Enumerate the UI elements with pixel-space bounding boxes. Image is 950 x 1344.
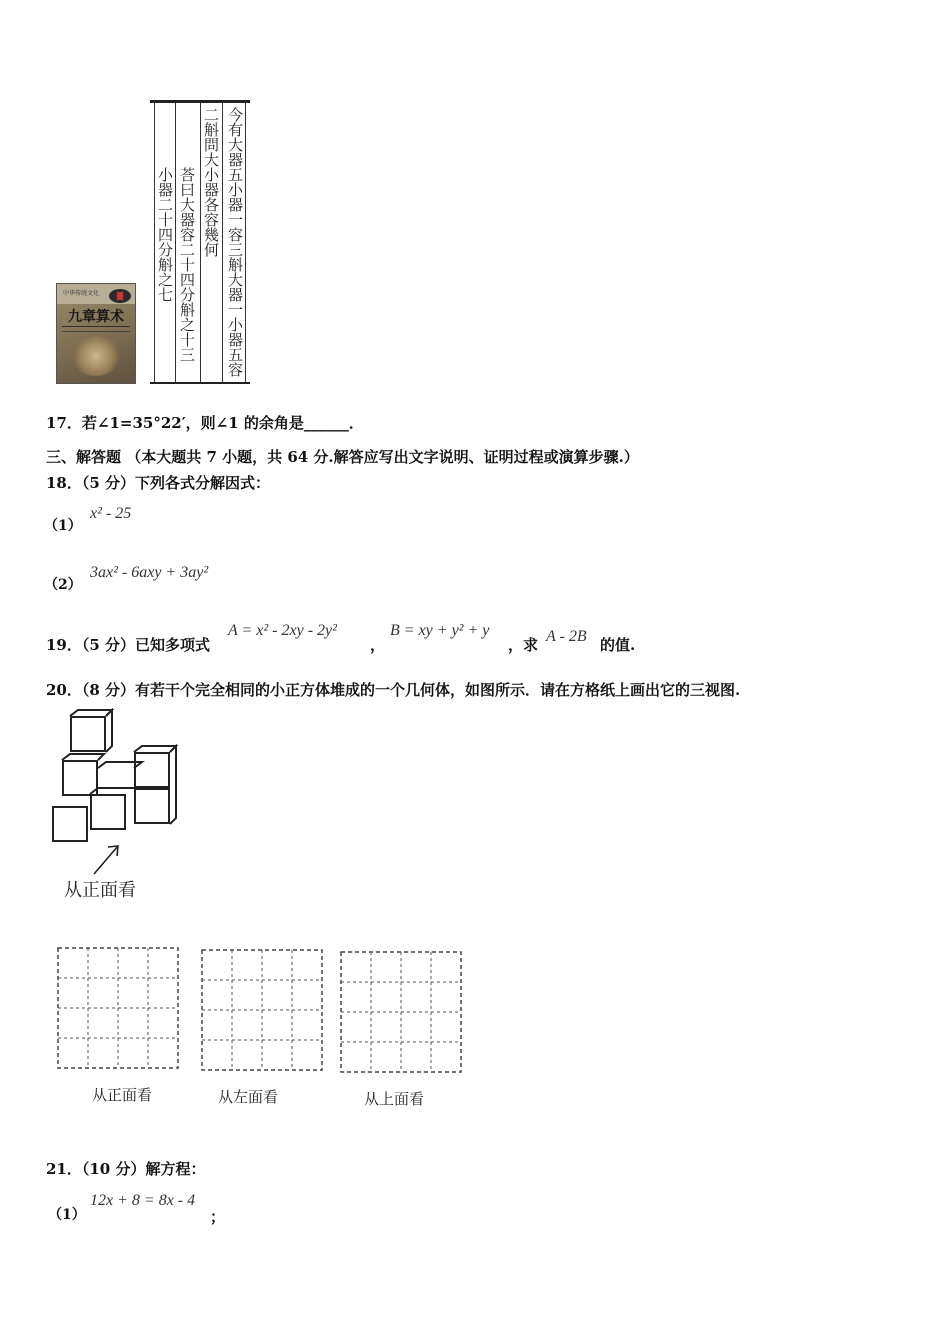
q19-expr-b: B = xy + y² + y — [390, 622, 490, 639]
book-cover-image — [56, 283, 136, 384]
question-20-stem: 20．（8 分）有若干个完全相同的小正方体堆成的一个几何体，如图所示．请在方格纸上画出它的三视图. — [46, 681, 741, 699]
q21-part1-expr: 12x + 8 = 8x - 4 — [90, 1192, 196, 1209]
q18-part2-label: （2） — [44, 577, 82, 593]
column-rule — [222, 103, 223, 382]
grid-label-top: 从上面看 — [364, 1090, 425, 1108]
book-badge-icon — [109, 289, 131, 303]
book-series-label: 中华传统文化 — [63, 290, 100, 297]
classical-text-block — [150, 100, 250, 384]
grid-front-view[interactable] — [56, 946, 180, 1070]
book-subtitle-rule — [62, 326, 130, 332]
section-3-heading: 三、解答题 （本大题共 7 小题，共 64 分.解答应写出文字说明、证明过程或演算步骤.） — [46, 448, 639, 466]
q19-expr-target: A - 2B — [546, 628, 587, 645]
book-title: 九章算术 — [68, 309, 124, 325]
q21-part1-label: （1） — [48, 1207, 86, 1223]
column-rule — [200, 103, 201, 382]
classical-line-2: 二斛問大小器各容幾何 — [202, 107, 220, 257]
q18-part1-label: （1） — [44, 518, 82, 534]
front-view-hint: 从正面看 — [64, 880, 136, 901]
q21-part1-end: ； — [210, 1208, 226, 1226]
q19-suffix: 的值. — [600, 636, 636, 654]
grid-label-front: 从正面看 — [92, 1086, 153, 1104]
question-17: 17．若∠1=35°22′，则∠1 的余角是______． — [46, 414, 364, 432]
column-rule — [175, 103, 176, 382]
cube-depth-lines — [46, 708, 186, 848]
column-rule — [245, 103, 246, 382]
grid-label-left: 从左面看 — [218, 1088, 279, 1106]
grid-left-view[interactable] — [200, 948, 324, 1072]
q19-mid: ，求 — [508, 636, 539, 654]
q19-separator: ， — [370, 636, 386, 654]
question-18-stem: 18．（5 分）下列各式分解因式： — [46, 474, 271, 492]
q18-part1-expr: x² - 25 — [90, 505, 132, 522]
question-19-prefix: 19．（5 分）已知多项式 — [46, 636, 211, 654]
classical-line-1: 今有大器五小器一容三斛大器一小器五容 — [226, 107, 244, 377]
cube-stack-figure — [46, 708, 186, 848]
classical-line-3: 荅曰大器容二十四分斛之十三 — [178, 167, 196, 362]
question-21-stem: 21．（10 分）解方程： — [46, 1160, 206, 1178]
book-rosette-icon — [71, 336, 121, 376]
column-rule — [154, 103, 155, 382]
grid-top-view[interactable] — [339, 950, 463, 1074]
q19-expr-a: A = x² - 2xy - 2y² — [228, 622, 337, 639]
view-direction-arrow-icon — [90, 842, 130, 878]
classical-line-4: 小器二十四分斛之七 — [156, 167, 174, 302]
q18-part2-expr: 3ax² - 6axy + 3ay² — [90, 564, 209, 581]
